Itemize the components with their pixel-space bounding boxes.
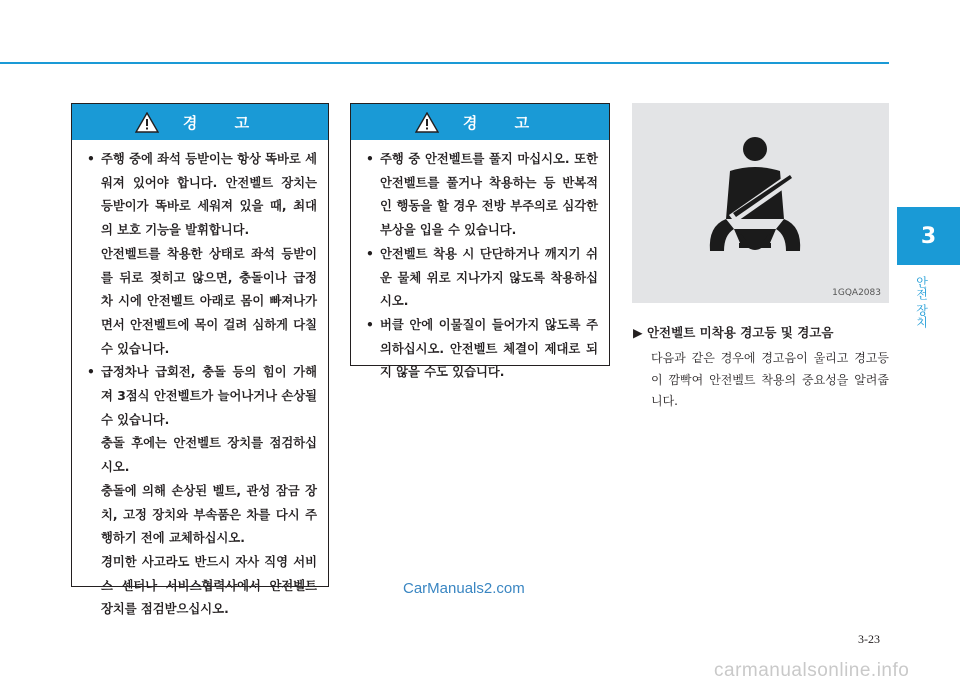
warning-triangle-icon xyxy=(415,112,439,133)
top-rule xyxy=(0,62,889,64)
seatbelt-figure xyxy=(632,103,889,303)
warning-header xyxy=(351,104,609,140)
warning-body xyxy=(351,140,609,385)
warning-body xyxy=(72,140,328,622)
section-title: ▶ 안전벨트 미착용 경고등 및 경고음 xyxy=(633,325,834,340)
warning-bullet: • 버클 안에 이물질이 들어가지 않도록 주의하십시오. 안전벨트 체결이 제대로 되지 않을 수도 있습니다. xyxy=(364,314,598,385)
figure-code: 1GQA2083 xyxy=(832,288,881,298)
footer-watermark: carmanualsonline.info xyxy=(714,660,910,681)
warning-bullet: • 안전벨트 착용 시 단단하거나 깨지기 쉬운 물체 위로 지나가지 않도록 착용하십시오. xyxy=(364,243,598,314)
warning-bullet: • 주행 중에 좌석 등받이는 항상 똑바로 세워져 있어야 합니다. 안전벨트 장치는 등받이가 똑바로 세워져 있을 때, 최대의 보호 기능을 발휘합니다. xyxy=(85,148,317,243)
seatbelt-warning-icon xyxy=(700,131,810,271)
watermark-link[interactable]: CarManuals2.com xyxy=(403,580,525,597)
warning-box-2 xyxy=(350,103,610,380)
warning-paragraph: 경미한 사고라도 반드시 자사 직영 서비스 센터나 서비스협력사에서 안전벨트 장치를 점검받으십시오. xyxy=(101,554,317,617)
warning-paragraph: 충돌 후에는 안전벨트 장치를 점검하십시오. xyxy=(101,436,317,475)
warning-title: 경 고 xyxy=(182,113,266,132)
warning-triangle-icon xyxy=(135,112,159,133)
chapter-label: 안전 장치 xyxy=(914,276,929,328)
page-number: 3-23 xyxy=(858,632,880,646)
warning-bullet: • 급정차나 급회전, 충돌 등의 힘이 가해져 3점식 안전벨트가 늘어나거나 손상될 수 있습니다. xyxy=(85,361,317,432)
chapter-tab[interactable]: 3 xyxy=(897,207,960,265)
warning-header xyxy=(72,104,328,140)
warning-paragraph: 안전벨트를 착용한 상태로 좌석 등받이를 뒤로 젖히고 않으면, 충돌이나 급정차 시에 안전벨트 아래로 몸이 빠져나가면서 안전벨트에 목이 걸려 심하게 다칠 수 있습니다. xyxy=(101,246,317,356)
section-body: 다음과 같은 경우에 경고음이 울리고 경고등이 깜빡여 안전벨트 착용의 중요성을 알려줍니다. xyxy=(651,351,889,408)
warning-title: 경 고 xyxy=(462,113,546,132)
warning-box-1 xyxy=(71,103,329,617)
warning-bullet: • 주행 중 안전벨트를 풀지 마십시오. 또한 안전벨트를 풀거나 착용하는 등 반복적인 행동을 할 경우 전방 부주의로 심각한 부상을 입을 수 있습니다. xyxy=(364,148,598,243)
warning-paragraph: 충돌에 의해 손상된 벨트, 관성 잠금 장치, 고정 장치와 부속품은 차를 다시 주행하기 전에 교체하십시오. xyxy=(101,483,317,546)
